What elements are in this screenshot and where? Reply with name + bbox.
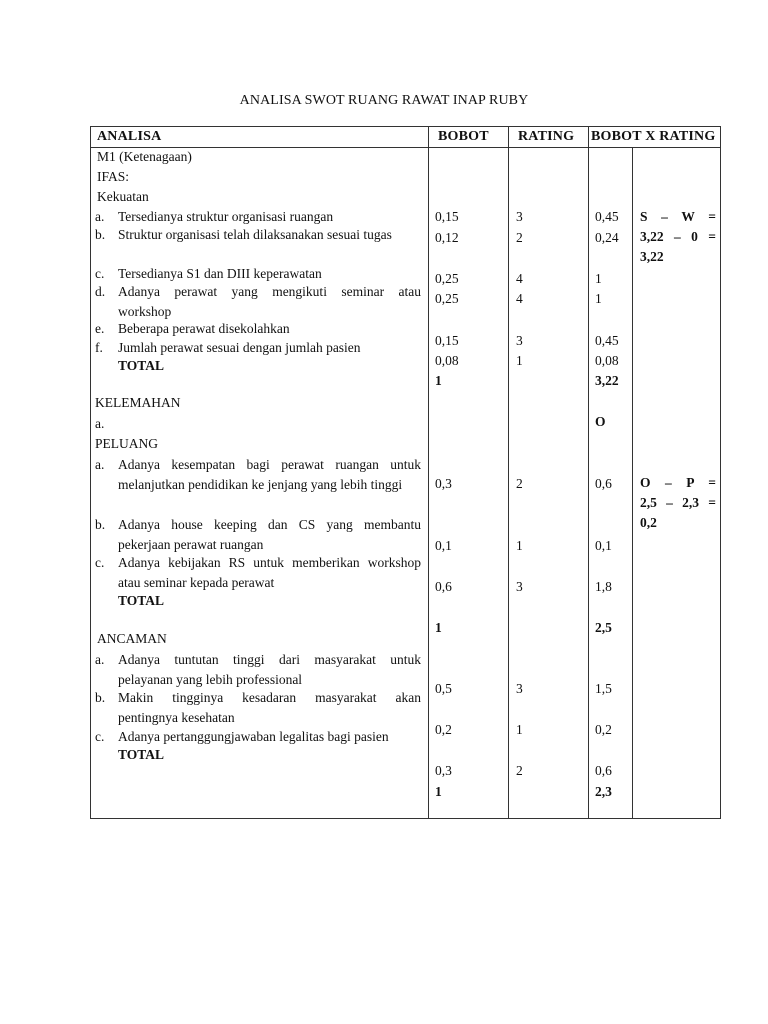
list-item [95,553,421,593]
item-text: Adanya pertanggungjawaban legalitas bagi pasien [118,729,389,744]
item-label: a. [95,209,105,224]
total-label: TOTAL [118,358,165,373]
item-label: d. [95,284,106,299]
total-label: TOTAL [118,747,165,762]
bxr-value: 1,5 [595,681,612,696]
item-label: a. [95,652,105,667]
peluang-heading: PELUANG [95,436,158,451]
rating-value: 3 [516,681,523,696]
sw-line: 3,22 – 0 = [640,229,716,244]
rating-value: 1 [516,353,523,368]
list-item [95,225,421,245]
sw-result: 3,22 [640,249,664,264]
item-text: Adanya tuntutan tinggi dari masyarakat untuk pelayanan yang lebih professional [118,652,421,687]
bxr-value: 0,24 [595,230,619,245]
total-bxr: 2,5 [595,620,612,635]
item-label: a. [95,457,105,472]
sw-line: S – W = [640,209,716,224]
item-label: b. [95,690,106,705]
bobot-value: 0,15 [435,209,459,224]
bobot-value: 0,08 [435,353,459,368]
item-text: Jumlah perawat sesuai dengan jumlah pasien [118,340,361,355]
item-text: Tersedianya S1 dan DIII keperawatan [118,266,322,281]
rating-value: 3 [516,333,523,348]
column-header-rating: RATING [518,129,575,144]
bobot-value: 0,2 [435,722,452,737]
rating-value: 2 [516,230,523,245]
item-text: Adanya house keeping dan CS yang membantu pekerjaan perawat ruangan [118,517,421,552]
swot-table [90,126,721,819]
total-bobot: 1 [435,373,442,388]
item-text: Makin tingginya kesadaran masyarakat akan pentingnya kesehatan [118,690,421,725]
rating-value: 1 [516,722,523,737]
item-label: c. [95,729,105,744]
list-item [95,319,421,339]
column-divider [632,147,633,818]
item-label: a. [95,416,105,431]
bxr-value: 0,1 [595,538,612,553]
bobot-value: 0,25 [435,271,459,286]
op-line: O – P = [640,475,716,490]
bxr-value: 0,2 [595,722,612,737]
column-header-analisa: ANALISA [97,129,162,144]
bxr-value: 0,45 [595,209,619,224]
item-text: Adanya kesempatan bagi perawat ruangan untuk melanjutkan pendidikan ke jenjang yang lebih tinggi [118,457,421,492]
rating-value: 2 [516,763,523,778]
list-item [95,282,421,322]
bxr-value: 0,08 [595,353,619,368]
total-label: TOTAL [118,593,165,608]
list-item [95,515,421,555]
bxr-value: 1 [595,291,602,306]
bobot-value: 0,5 [435,681,452,696]
item-text: Struktur organisasi telah dilaksanakan sesuai tugas [118,227,392,242]
item-text: Adanya perawat yang mengikuti seminar atau workshop [118,284,421,319]
bxr-value: 0,6 [595,476,612,491]
rating-value: 3 [516,579,523,594]
item-label: c. [95,555,105,570]
op-summary [640,473,716,533]
bobot-value: 0,6 [435,579,452,594]
total-bxr: 3,22 [595,373,619,388]
item-label: b. [95,227,106,242]
ancaman-heading: ANCAMAN [97,631,167,646]
kekuatan-heading: Kekuatan [97,189,149,204]
page-title: ANALISA SWOT RUANG RAWAT INAP RUBY [239,93,529,108]
bobot-value: 0,15 [435,333,459,348]
list-item [95,455,421,495]
kelemahan-heading: KELEMAHAN [95,395,181,410]
bobot-value: 0,25 [435,291,459,306]
column-divider [588,127,589,818]
bxr-value: 1,8 [595,579,612,594]
sw-summary [640,207,716,267]
kelemahan-value: O [595,414,606,429]
bobot-value: 0,3 [435,476,452,491]
rating-value: 1 [516,538,523,553]
column-header-bobot: BOBOT [438,129,489,144]
rating-value: 4 [516,291,523,306]
bxr-value: 0,45 [595,333,619,348]
column-header-bobot-x-rating: BOBOT X RATING [591,129,716,144]
list-item [95,727,421,747]
rating-value: 4 [516,271,523,286]
list-item [95,688,421,728]
bobot-value: 0,3 [435,763,452,778]
item-label: b. [95,517,106,532]
bxr-value: 1 [595,271,602,286]
bxr-value: 0,6 [595,763,612,778]
list-item [95,264,421,284]
column-divider [508,127,509,818]
item-label: e. [95,321,105,336]
item-text: Beberapa perawat disekolahkan [118,321,290,336]
section-title: M1 (Ketenagaan) [97,149,192,164]
item-label: c. [95,266,105,281]
total-bxr: 2,3 [595,784,612,799]
item-text: Adanya kebijakan RS untuk memberikan workshop atau seminar kepada perawat [118,555,421,590]
total-bobot: 1 [435,784,442,799]
list-item [95,338,421,358]
total-bobot: 1 [435,620,442,635]
item-label: f. [95,340,103,355]
op-result: 0,2 [640,515,657,530]
item-text: Tersedianya struktur organisasi ruangan [118,209,334,224]
bobot-value: 0,1 [435,538,452,553]
op-line: 2,5 – 2,3 = [640,495,716,510]
rating-value: 3 [516,209,523,224]
list-item [95,207,421,227]
column-divider [428,127,429,818]
ifas-label: IFAS: [97,169,130,184]
rating-value: 2 [516,476,523,491]
list-item [95,650,421,690]
bobot-value: 0,12 [435,230,459,245]
